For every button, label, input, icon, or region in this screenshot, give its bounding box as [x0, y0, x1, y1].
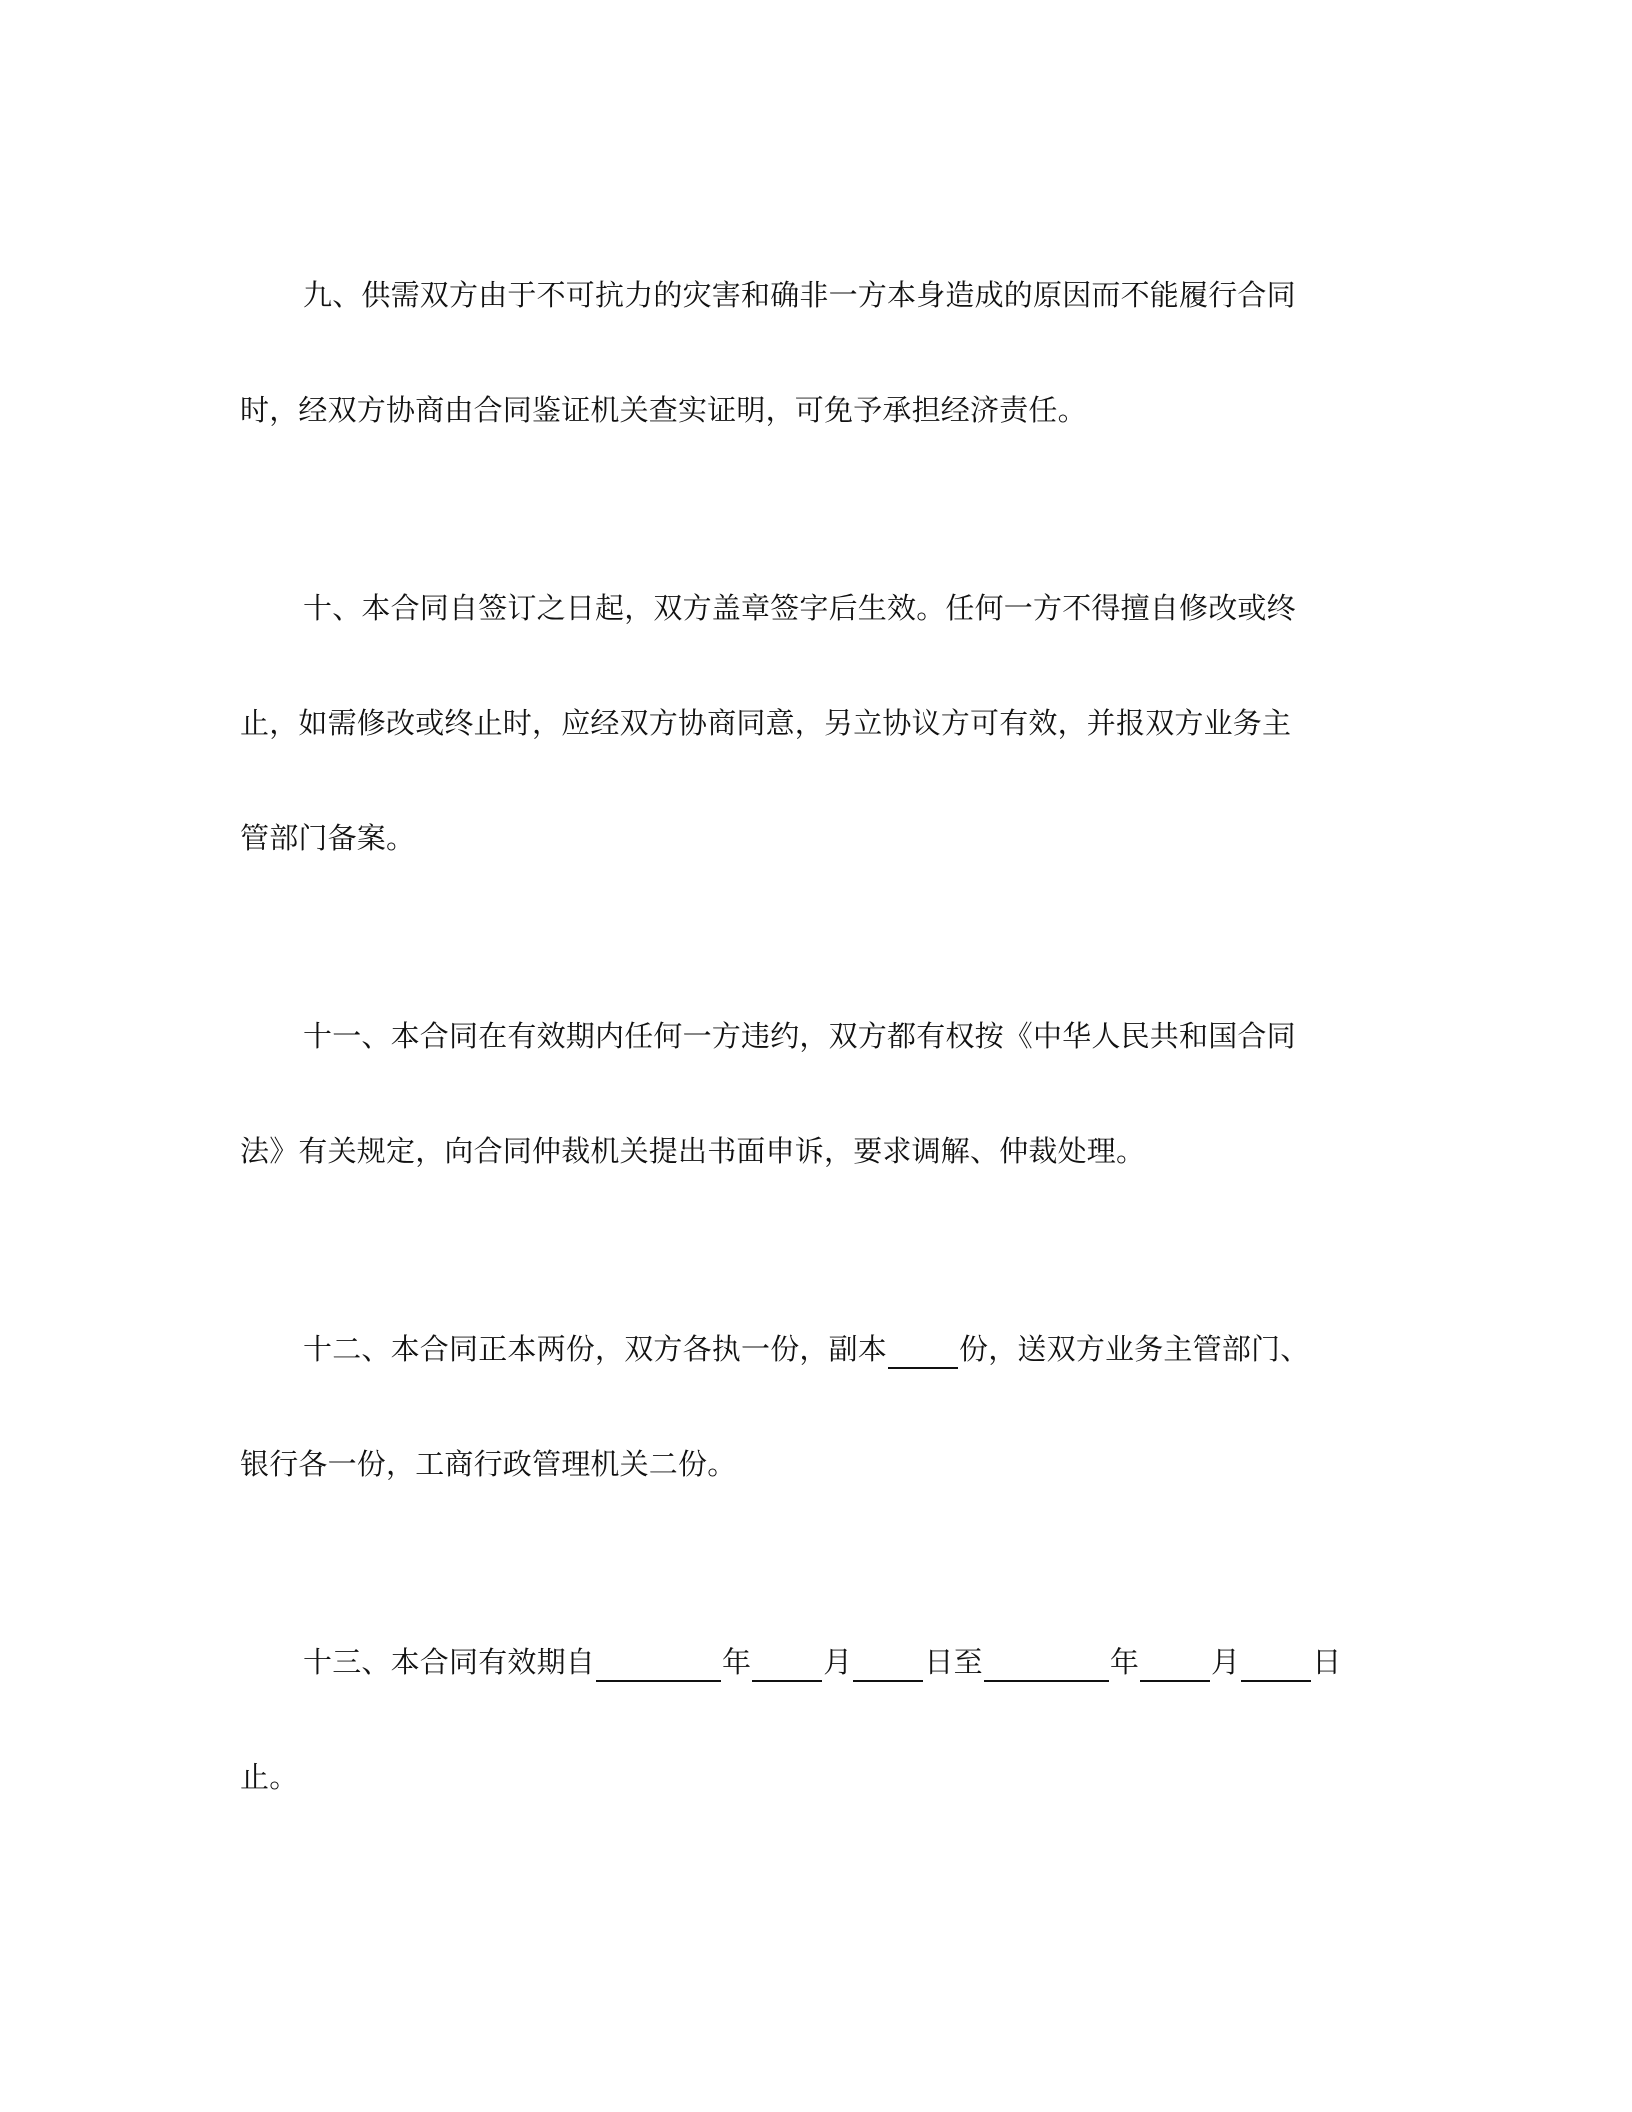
start-month-blank — [752, 1648, 822, 1682]
end-month-blank — [1140, 1648, 1210, 1682]
copies-blank — [888, 1335, 958, 1369]
end-day-label: 日 — [1312, 1645, 1342, 1679]
end-year-label: 年 — [1109, 1645, 1140, 1679]
end-year-blank — [984, 1648, 1109, 1682]
clause-12-line-2: 银行各一份，工商行政管理机关二份。 — [240, 1447, 737, 1481]
clause-13-line-2: 止。 — [240, 1760, 299, 1794]
start-month-label: 月 — [823, 1645, 853, 1679]
clause-12-text-a: 十二、本合同正本两份，双方各执一份，副本 — [303, 1332, 888, 1366]
to-label: 至 — [953, 1645, 983, 1679]
clause-10-line-3: 管部门备案。 — [240, 821, 416, 855]
clause-11-line-1: 十一、本合同在有效期内任何一方违约，双方都有权按《中华人民共和国合同 — [303, 1019, 1296, 1053]
start-day-blank — [853, 1648, 923, 1682]
start-day-label: 日 — [924, 1645, 954, 1679]
end-month-label: 月 — [1211, 1645, 1241, 1679]
clause-13-text-start: 十三、本合同有效期自 — [303, 1645, 596, 1679]
clause-9-line-2: 时，经双方协商由合同鉴证机关查实证明，可免予承担经济责任。 — [240, 393, 1087, 427]
clause-12-text-b: 份，送双方业务主管部门、 — [959, 1332, 1310, 1366]
end-day-blank — [1241, 1648, 1311, 1682]
clause-13-line-1 — [303, 1642, 1390, 1682]
clause-12-line-1 — [303, 1329, 1390, 1369]
clause-10-line-2: 止，如需修改或终止时，应经双方协商同意，另立协议方可有效，并报双方业务主 — [240, 706, 1292, 740]
clause-11-line-2: 法》有关规定，向合同仲裁机关提出书面申诉，要求调解、仲裁处理。 — [240, 1134, 1146, 1168]
clause-9-line-1: 九、供需双方由于不可抗力的灾害和确非一方本身造成的原因而不能履行合同 — [303, 278, 1296, 312]
start-year-label: 年 — [722, 1645, 752, 1679]
clause-10-line-1: 十、本合同自签订之日起，双方盖章签字后生效。任何一方不得擅自修改或终 — [303, 591, 1296, 625]
start-year-blank — [596, 1648, 721, 1682]
